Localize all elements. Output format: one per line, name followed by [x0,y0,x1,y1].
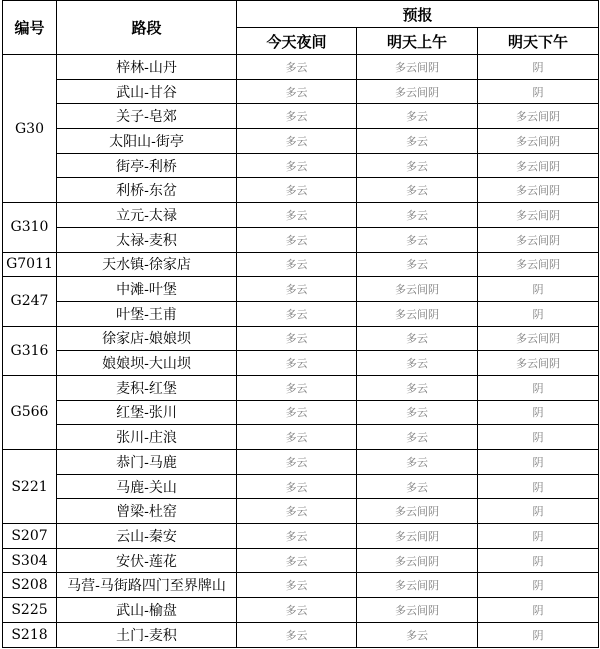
forecast-tomorrow-am-cell: 多云 [357,326,478,351]
road-code-cell: S207 [3,524,57,549]
forecast-tomorrow-am-cell: 多云间阴 [357,548,478,573]
segment-cell: 曾梁-杜窑 [57,499,237,524]
segment-cell: 立元-太禄 [57,203,237,228]
segment-cell: 云山-秦安 [57,524,237,549]
table-row [3,326,599,351]
forecast-tomorrow-am-cell: 多云间阴 [357,499,478,524]
segment-cell: 麦积-红堡 [57,375,237,400]
header-period-tomorrow-pm: 明天下午 [478,28,599,55]
road-code-cell: G566 [3,375,57,449]
table-row [3,178,599,203]
table-row [3,450,599,475]
road-code-cell: S208 [3,573,57,598]
segment-cell: 娘娘坝-大山坝 [57,351,237,376]
road-code-cell: G7011 [3,252,57,277]
forecast-tomorrow-pm-cell: 阴 [478,79,599,104]
segment-cell: 梓林-山丹 [57,55,237,80]
forecast-tomorrow-am-cell: 多云间阴 [357,79,478,104]
forecast-tonight-cell: 多云 [237,227,357,252]
forecast-tonight-cell: 多云 [237,474,357,499]
road-code-cell: G310 [3,203,57,252]
forecast-tomorrow-am-cell: 多云 [357,227,478,252]
forecast-tomorrow-pm-cell: 阴 [478,548,599,573]
forecast-tomorrow-pm-cell: 多云间阴 [478,227,599,252]
forecast-tonight-cell: 多云 [237,351,357,376]
forecast-tonight-cell: 多云 [237,573,357,598]
forecast-tonight-cell: 多云 [237,400,357,425]
table-row [3,548,599,573]
table-row [3,153,599,178]
forecast-tonight-cell: 多云 [237,301,357,326]
forecast-tonight-cell: 多云 [237,129,357,154]
segment-cell: 关子-皂郊 [57,104,237,129]
forecast-tomorrow-pm-cell: 多云间阴 [478,326,599,351]
segment-cell: 叶堡-王甫 [57,301,237,326]
segment-cell: 中滩-叶堡 [57,277,237,302]
forecast-tonight-cell: 多云 [237,252,357,277]
segment-cell: 张川-庄浪 [57,425,237,450]
table-row [3,499,599,524]
forecast-tonight-cell: 多云 [237,79,357,104]
table-row [3,425,599,450]
segment-cell: 红堡-张川 [57,400,237,425]
forecast-tomorrow-am-cell: 多云 [357,351,478,376]
road-code-cell: G30 [3,55,57,203]
forecast-tomorrow-pm-cell: 阴 [478,622,599,647]
forecast-tonight-cell: 多云 [237,55,357,80]
forecast-tonight-cell: 多云 [237,153,357,178]
forecast-tomorrow-am-cell: 多云 [357,622,478,647]
table-row [3,252,599,277]
forecast-tonight-cell: 多云 [237,524,357,549]
forecast-tomorrow-am-cell: 多云间阴 [357,301,478,326]
forecast-tonight-cell: 多云 [237,425,357,450]
forecast-tomorrow-am-cell: 多云间阴 [357,573,478,598]
forecast-tomorrow-pm-cell: 阴 [478,450,599,475]
forecast-tomorrow-am-cell: 多云 [357,153,478,178]
forecast-tomorrow-pm-cell: 多云间阴 [478,203,599,228]
segment-cell: 利桥-东岔 [57,178,237,203]
table-row [3,375,599,400]
forecast-tonight-cell: 多云 [237,499,357,524]
forecast-tomorrow-am-cell: 多云 [357,252,478,277]
forecast-tonight-cell: 多云 [237,450,357,475]
forecast-tomorrow-pm-cell: 阴 [478,524,599,549]
table-row [3,55,599,80]
road-code-cell: S221 [3,450,57,524]
table-row [3,104,599,129]
table-row [3,573,599,598]
forecast-tomorrow-am-cell: 多云间阴 [357,55,478,80]
header-period-tomorrow-am: 明天上午 [357,28,478,55]
table-row [3,301,599,326]
table-row [3,598,599,623]
forecast-tomorrow-am-cell: 多云 [357,400,478,425]
segment-cell: 恭门-马鹿 [57,450,237,475]
segment-cell: 街亭-利桥 [57,153,237,178]
table-row [3,227,599,252]
forecast-tonight-cell: 多云 [237,598,357,623]
forecast-tomorrow-am-cell: 多云 [357,203,478,228]
forecast-tomorrow-pm-cell: 阴 [478,425,599,450]
table-row [3,351,599,376]
header-code: 编号 [3,1,57,55]
forecast-tomorrow-pm-cell: 阴 [478,277,599,302]
table-row [3,129,599,154]
table-row [3,277,599,302]
forecast-tomorrow-pm-cell: 多云间阴 [478,178,599,203]
forecast-tomorrow-pm-cell: 多云间阴 [478,252,599,277]
forecast-tomorrow-pm-cell: 多云间阴 [478,351,599,376]
segment-cell: 武山-甘谷 [57,79,237,104]
forecast-tonight-cell: 多云 [237,548,357,573]
header-forecast: 预报 [237,1,599,28]
forecast-tomorrow-pm-cell: 阴 [478,598,599,623]
header-period-tonight: 今天夜间 [237,28,357,55]
segment-cell: 太阳山-街亭 [57,129,237,154]
forecast-tomorrow-pm-cell: 多云间阴 [478,104,599,129]
forecast-tomorrow-pm-cell: 多云间阴 [478,129,599,154]
header-segment: 路段 [57,1,237,55]
road-code-cell: S218 [3,622,57,647]
forecast-tomorrow-am-cell: 多云 [357,450,478,475]
forecast-tomorrow-pm-cell: 阴 [478,573,599,598]
forecast-tonight-cell: 多云 [237,104,357,129]
forecast-tomorrow-am-cell: 多云 [357,375,478,400]
forecast-table [2,0,599,648]
forecast-tomorrow-pm-cell: 阴 [478,474,599,499]
road-code-cell: S225 [3,598,57,623]
forecast-tonight-cell: 多云 [237,326,357,351]
segment-cell: 太禄-麦积 [57,227,237,252]
forecast-tomorrow-pm-cell: 阴 [478,55,599,80]
forecast-tomorrow-am-cell: 多云间阴 [357,277,478,302]
table-row [3,400,599,425]
forecast-tomorrow-am-cell: 多云 [357,425,478,450]
forecast-tomorrow-pm-cell: 阴 [478,375,599,400]
forecast-tonight-cell: 多云 [237,622,357,647]
table-body [3,55,599,648]
forecast-tomorrow-pm-cell: 多云间阴 [478,153,599,178]
segment-cell: 土门-麦积 [57,622,237,647]
forecast-tonight-cell: 多云 [237,375,357,400]
table-row [3,203,599,228]
forecast-tonight-cell: 多云 [237,277,357,302]
forecast-tomorrow-am-cell: 多云 [357,104,478,129]
table-row [3,622,599,647]
table-row [3,79,599,104]
forecast-tonight-cell: 多云 [237,178,357,203]
forecast-tomorrow-pm-cell: 阴 [478,301,599,326]
segment-cell: 安伏-莲花 [57,548,237,573]
forecast-tomorrow-pm-cell: 阴 [478,400,599,425]
segment-cell: 武山-榆盘 [57,598,237,623]
forecast-tomorrow-am-cell: 多云 [357,178,478,203]
forecast-tomorrow-am-cell: 多云 [357,474,478,499]
forecast-tomorrow-am-cell: 多云间阴 [357,598,478,623]
forecast-tonight-cell: 多云 [237,203,357,228]
forecast-tomorrow-pm-cell: 阴 [478,499,599,524]
segment-cell: 徐家店-娘娘坝 [57,326,237,351]
table-row [3,474,599,499]
forecast-tomorrow-am-cell: 多云 [357,129,478,154]
segment-cell: 马营-马街路四门至界牌山 [57,573,237,598]
road-code-cell: G316 [3,326,57,375]
road-code-cell: G247 [3,277,57,326]
segment-cell: 马鹿-关山 [57,474,237,499]
road-code-cell: S304 [3,548,57,573]
table-row [3,524,599,549]
forecast-tomorrow-am-cell: 多云间阴 [357,524,478,549]
segment-cell: 天水镇-徐家店 [57,252,237,277]
